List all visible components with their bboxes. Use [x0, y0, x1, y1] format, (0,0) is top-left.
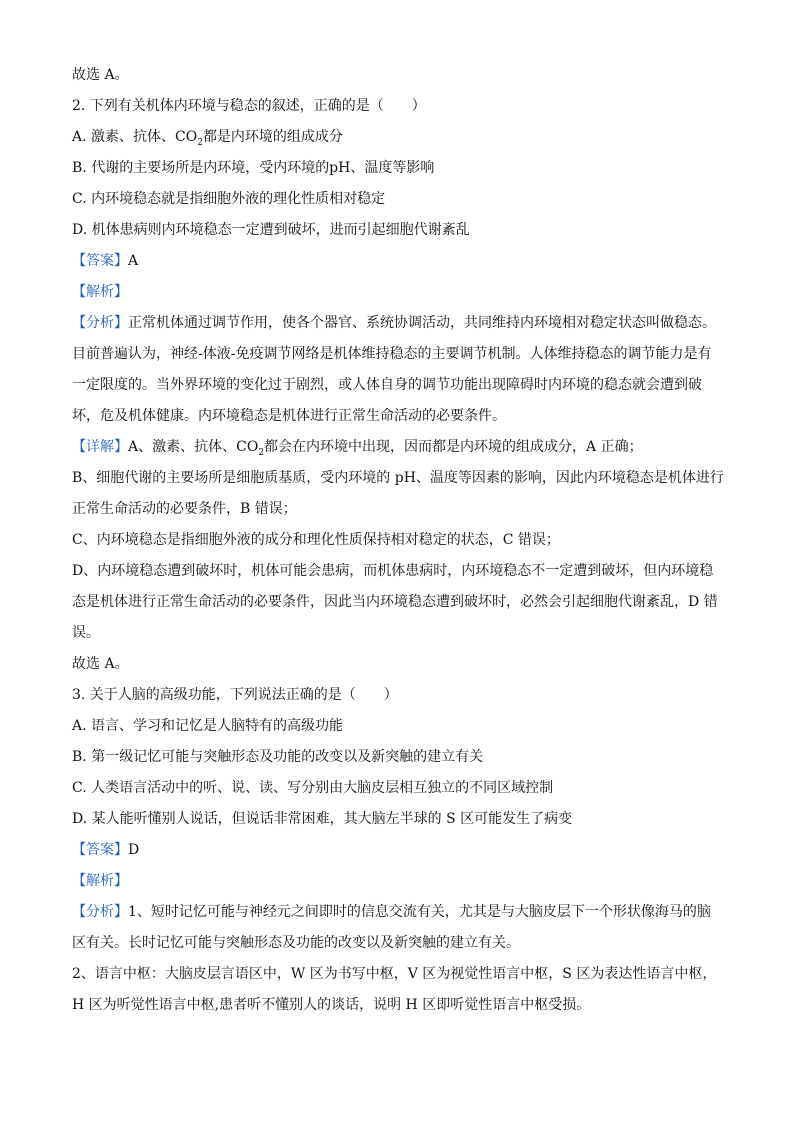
q3-option-c: C. 人类语言活动中的听、说、读、写分别由大脑皮层相互独立的不同区域控制: [72, 780, 554, 796]
fenxi-tag: 【分析】: [72, 904, 128, 920]
answer-tag: 【答案】: [72, 842, 128, 858]
q2-option-b: B. 代谢的主要场所是内环境，受内环境的pH、温度等影响: [72, 160, 435, 176]
page-content: [72, 64, 724, 1025]
q2-option-a: A. 激素、抗体、$CO_2$都是内环境的组成成分: [72, 129, 343, 148]
answer-tag: 【答案】: [72, 253, 128, 269]
q3-option-a: A. 语言、学习和记忆是人脑特有的高级功能: [72, 718, 344, 734]
xiangjie-tag: 【详解】: [72, 439, 128, 455]
q3-stem: 3. 关于人脑的高级功能，下列说法正确的是（ ）: [72, 687, 398, 703]
q2-xiangjie-d-3: 误。: [72, 625, 100, 641]
answer-value: D: [128, 842, 140, 858]
q2-fenxi-line-4: 坏，危及机体健康。内环境稳态是机体进行正常生命活动的必要条件。: [72, 408, 506, 424]
q2-xiangjie-a: 【详解】A、激素、抗体、$CO_2$都会在内环境中出现，因而都是内环境的组成成分，A 正确；: [72, 439, 643, 458]
q2-option-d: D. 机体患病则内环境稳态一定遭到破坏，进而引起细胞代谢紊乱: [72, 222, 470, 238]
analysis-tag: 【解析】: [72, 284, 128, 300]
q2-option-c: C. 内环境稳态就是指细胞外液的理化性质相对稳定: [72, 191, 386, 207]
q3-fenxi-line-1: 【分析】1、短时记忆可能与神经元之间即时的信息交流有关，尤其是与大脑皮层下一个形状像海马的脑: [72, 904, 711, 920]
q2-xiangjie-c: C、内环境稳态是指细胞外液的成分和理化性质保持相对稳定的状态，C 错误；: [72, 532, 560, 548]
q2-fenxi-line-1: 【分析】正常机体通过调节作用，使各个器官、系统协调活动，共同维持内环境相对稳定状态叫做稳态。: [72, 315, 716, 331]
q2-xiangjie-b-1: B、细胞代谢的主要场所是细胞质基质，受内环境的 pH、温度等因素的影响，因此内环境稳态是机体进行: [72, 470, 724, 486]
q3-fenxi-line-2: 区有关。长时记忆可能与突触形态及功能的改变以及新突触的建立有关。: [72, 935, 520, 951]
q1-conclusion: 故选 A。: [72, 67, 129, 83]
q2-stem: 2. 下列有关机体内环境与稳态的叙述，正确的是（ ）: [72, 98, 426, 114]
q2-fenxi-line-3: 一定限度的。当外界环境的变化过于剧烈，或人体自身的调节功能出现障碍时内环境的稳态就会遭到破: [72, 377, 702, 393]
q3-answer: [72, 839, 720, 870]
q3-option-d: D. 某人能听懂别人说话，但说话非常困难，其大脑左半球的 S 区可能发生了病变: [72, 811, 573, 827]
q2-xiangjie-d-2: 态是机体进行正常生命活动的必要条件，因此当内环境稳态遭到破坏时，必然会引起细胞代谢紊乱，D 错: [72, 594, 718, 610]
q2-answer: [72, 250, 720, 281]
q2-conclusion: 故选 A。: [72, 656, 129, 672]
q2-fenxi-line-2: 目前普遍认为，神经-体液-免疫调节网络是机体维持稳态的主要调节机制。人体维持稳态的调节能力是有: [72, 346, 712, 362]
analysis-tag: 【解析】: [72, 873, 128, 889]
q3-point2-line-2: H 区为听觉性语言中枢,患者听不懂别人的谈话，说明 H 区即听觉性语言中枢受损。: [72, 997, 591, 1013]
q2-analysis-heading: [72, 281, 720, 312]
q2-xiangjie-d-1: D、内环境稳态遭到破坏时，机体可能会患病，而机体患病时，内环境稳态不一定遭到破坏，但内环境稳: [72, 563, 714, 579]
q3-analysis-heading: [72, 870, 720, 901]
q3-point2-line-1: 2、语言中枢：大脑皮层言语区中，W 区为书写中枢，V 区为视觉性语言中枢，S 区为表达性语言中枢，: [72, 966, 717, 982]
q2-xiangjie-b-2: 正常生命活动的必要条件，B 错误；: [72, 501, 297, 517]
q3-option-b: B. 第一级记忆可能与突触形态及功能的改变以及新突触的建立有关: [72, 749, 484, 765]
answer-value: A: [128, 253, 139, 269]
fenxi-tag: 【分析】: [72, 315, 128, 331]
